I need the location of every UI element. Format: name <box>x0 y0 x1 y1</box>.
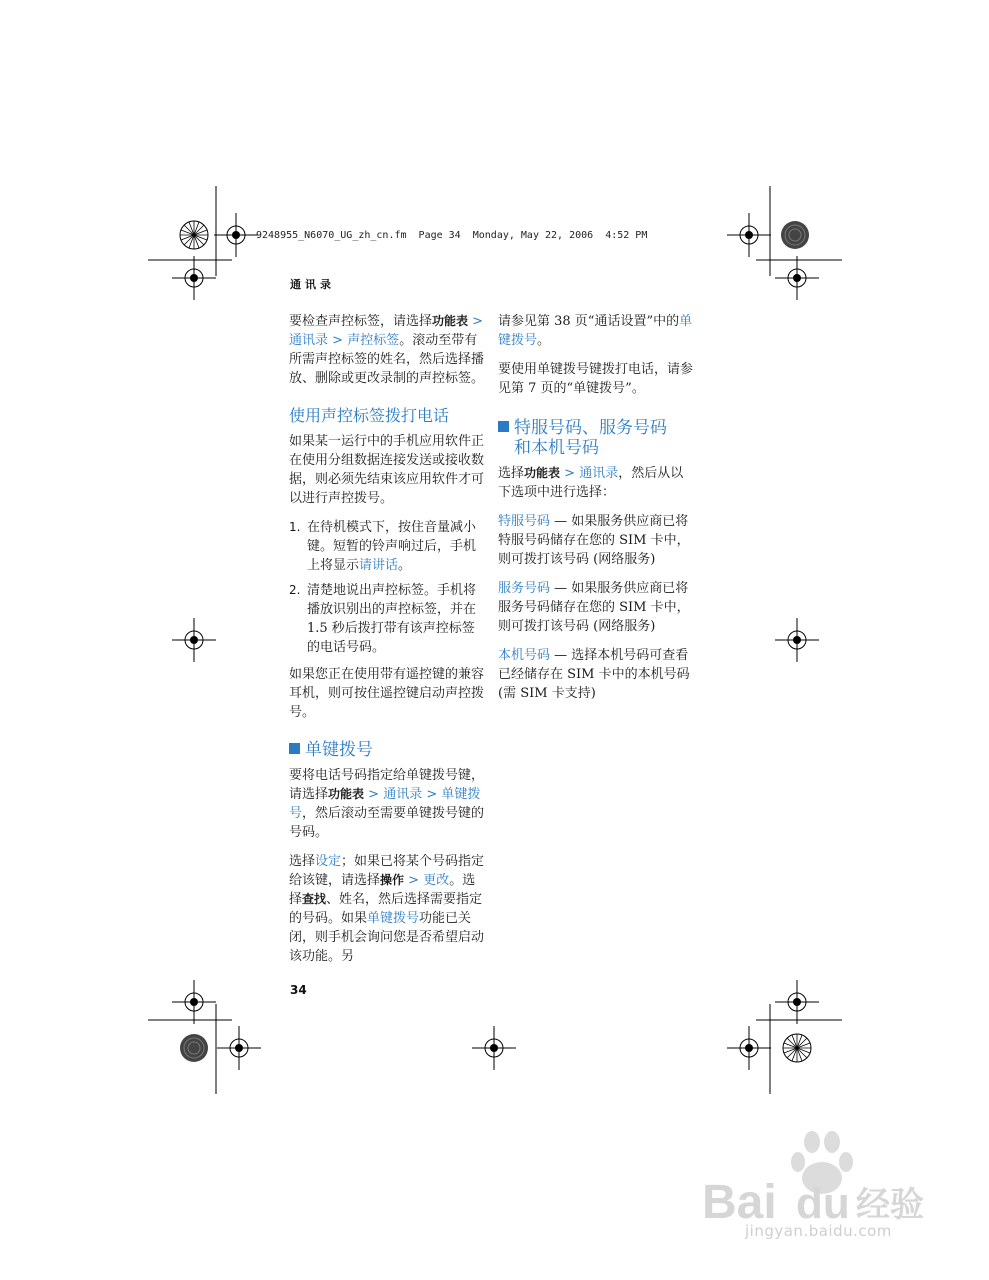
heading-text-line-2: 和本机号码 <box>514 438 599 458</box>
menu-term: 功能表 <box>328 787 365 801</box>
text: 要检查声控标签，请选择 <box>289 314 433 329</box>
menu-link-voice-tags: 声控标签 <box>347 333 400 348</box>
text: 。选择 <box>289 873 476 907</box>
separator: > <box>468 314 484 329</box>
service-numbers-heading <box>498 418 694 458</box>
speed-dial-heading <box>289 740 485 760</box>
page-number: 34 <box>290 983 307 997</box>
section-square-icon <box>498 421 509 432</box>
separator: > <box>422 787 442 802</box>
menu-link-speed-dial: 单键拨号 <box>367 911 420 926</box>
step-link: 请讲话 <box>359 558 399 573</box>
find-term: 查找 <box>302 892 327 906</box>
text: 要将电话号码指定给单键拨号键，请选择 <box>289 768 485 802</box>
text: 、姓名，然后选择需要指定的号码。如果 <box>289 892 483 926</box>
speed-dial-paragraph-1 <box>289 766 485 842</box>
menu-link-contacts: 通讯录 <box>289 333 329 348</box>
text: ；如果已将某个号码指定给该键，请选择 <box>289 854 485 888</box>
heading-text-line-1: 特服号码、服务号码 <box>514 418 667 438</box>
term-description: — 选择本机号码可查看已经储存在 SIM 卡中的本机号码 (需 SIM 卡支持) <box>498 648 690 701</box>
menu-link-contacts: 通讯录 <box>383 787 423 802</box>
term-description: — 如果服务供应商已将特服号码储存在您的 SIM 卡中，则可拨打该号码 (网络服务) <box>498 514 690 567</box>
voice-dial-steps <box>289 518 485 657</box>
text: ，然后滚动至需要单键拨号键的号码。 <box>289 806 485 840</box>
right-column <box>498 312 694 713</box>
step-number: 2. <box>289 583 301 597</box>
text: 。 <box>537 333 551 348</box>
running-head: 通讯录 <box>290 278 335 291</box>
step-end: 。 <box>398 558 412 573</box>
print-info-line: 9248955_N6070_UG_zh_cn.fm Page 34 Monday, May 22, 2006 4:52 PM <box>256 230 648 241</box>
separator: > <box>364 787 384 802</box>
separator: > <box>328 333 348 348</box>
term-info-numbers: 特服号码 <box>498 514 551 529</box>
left-column <box>289 312 485 976</box>
step-text: 在待机模式下，按住音量减小键。短暂的铃声响过后，手机上将显示 <box>307 520 477 573</box>
headset-paragraph: 如果您正在使用带有遥控键的兼容耳机，则可按住遥控键启动声控拨号。 <box>289 667 485 720</box>
text: 功能已关闭，则手机会询问您是否希望启动该功能。另 <box>289 911 485 964</box>
separator: > <box>560 466 580 481</box>
options-term: 操作 <box>380 873 405 887</box>
watermark-brand-du: du <box>796 1179 850 1228</box>
list-item <box>289 581 485 657</box>
speed-dial-reference-paragraph: 要使用单键拨号键拨打电话，请参见第 7 页的“单键拨号”。 <box>498 362 694 396</box>
text: ，然后从以下选项中进行选择： <box>498 466 684 500</box>
watermark-brand-text: Bai <box>702 1176 777 1229</box>
voice-dial-paragraph: 如果某一运行中的手机应用软件正在使用分组数据连接发送或接收数据，则必须先结束该应用软件才可以进行声控拨号。 <box>289 434 485 506</box>
service-intro-paragraph <box>498 464 694 502</box>
list-item <box>498 579 694 636</box>
continued-paragraph <box>498 312 694 350</box>
watermark-url: jingyan.baidu.com <box>745 1222 892 1240</box>
term-description: — 如果服务供应商已将服务号码储存在您的 SIM 卡中，则可拨打该号码 (网络服务) <box>498 581 690 634</box>
list-item <box>498 646 694 703</box>
watermark-brand-jingyan: 经验 <box>856 1185 924 1225</box>
option-change: 更改 <box>423 873 450 888</box>
text: 请参见第 38 页“通话设置”中的 <box>498 314 680 329</box>
speed-dial-paragraph-2 <box>289 852 485 966</box>
menu-term: 功能表 <box>524 466 561 480</box>
step-text: 清楚地说出声控标签。手机将播放识别出的声控标签，并在 1.5 秒后拨打带有该声控标签的电话号码。 <box>307 583 477 655</box>
section-square-icon <box>289 743 300 754</box>
text: 选择 <box>289 854 316 869</box>
list-item <box>498 512 694 569</box>
term-my-numbers: 本机号码 <box>498 648 551 663</box>
option-assign: 设定 <box>315 854 342 869</box>
voice-dial-heading: 使用声控标签拨打电话 <box>289 406 450 425</box>
intro-paragraph <box>289 312 485 388</box>
menu-link-contacts: 通讯录 <box>579 466 619 481</box>
baidu-watermark-logo <box>700 1130 940 1260</box>
list-item <box>289 518 485 575</box>
separator: > <box>404 873 424 888</box>
menu-term: 功能表 <box>432 314 469 328</box>
text: 选择 <box>498 466 525 481</box>
heading-text: 单键拨号 <box>305 740 373 760</box>
menu-link-speed-dial: 单键拨号 <box>289 787 481 821</box>
term-service-numbers: 服务号码 <box>498 581 551 596</box>
text: 。滚动至带有所需声控标签的姓名，然后选择播放、删除或更改录制的声控标签。 <box>289 333 485 386</box>
step-number: 1. <box>289 520 301 534</box>
menu-link-speed-dial: 单键拨号 <box>498 314 693 348</box>
